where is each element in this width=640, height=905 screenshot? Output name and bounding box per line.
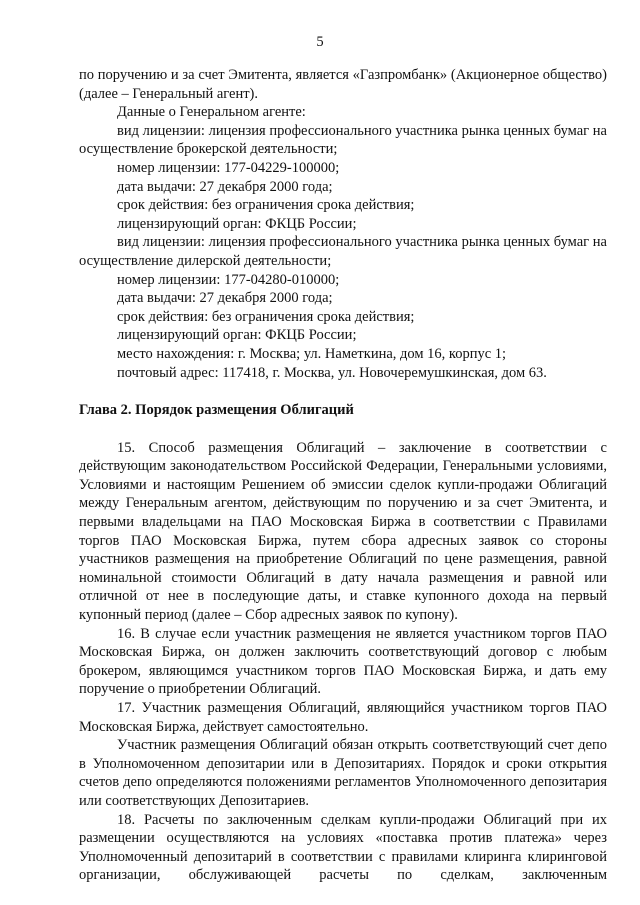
agent-heading: Данные о Генеральном агенте: — [117, 104, 306, 121]
license2-date: дата выдачи: 27 декабря 2000 года; — [117, 290, 333, 307]
chapter-title: Глава 2. Порядок размещения Облигаций — [79, 402, 354, 419]
page-number: 5 — [316, 34, 324, 50]
agent-location: место нахождения: г. Москва; ул. Наметкина, дом 16, корпус 1; — [117, 345, 507, 362]
paragraph-18: 18. Расчеты по заключенным сделкам купли-продажи Облигаций при их размещении осуществляются на условиях «поставка против платежа» через Уполномоченный депозитарий в соответствии с правилами клиринга клиринговой организации, обслуживающей расчеты по сделкам, заключенным — [79, 811, 607, 884]
license1-authority: лицензирующий орган: ФКЦБ России; — [117, 215, 357, 232]
paragraph-17: 17. Участник размещения Облигаций, являющийся участником торгов ПАО Московская Биржа, действует самостоятельно. — [79, 700, 607, 735]
license2-authority: лицензирующий орган: ФКЦБ России; — [117, 327, 357, 344]
document-body — [79, 66, 607, 885]
license2-number: номер лицензии: 177-04280-010000; — [117, 271, 340, 288]
paragraph-15: 15. Способ размещения Облигаций – заключение в соответствии с действующим законодательством Российской Федерации, Генеральными условиями, Условиями и настоящим Решением об эмиссии сделок купли-продажи Облигаций между Генеральным агентом, действующим по поручению и за счет Эмитента, и первыми владельцами на ПАО Московская Биржа в соответствии с Правилами торгов ПАО Московская Биржа, путем сбора адресных заявок со стороны участников размещения на приобретение Облигаций по цене размещения, равной номинальной стоимости Облигаций в дату начала размещения и равной или отличной от нее в последующие даты, и ставке купонного дохода на первый купонный период (далее – Сбор адресных заявок по купону). — [79, 439, 607, 624]
agent-postal-address: почтовый адрес: 117418, г. Москва, ул. Новочеремушкинская, дом 63. — [117, 364, 547, 381]
license1-date: дата выдачи: 27 декабря 2000 года; — [117, 178, 333, 195]
license1-number: номер лицензии: 177-04229-100000; — [117, 159, 340, 176]
paragraph-16: 16. В случае если участник размещения не является участником торгов ПАО Московская Биржа, он должен заключить соответствующий договор с любым брокером, являющимся участником торгов ПАО Московская Биржа, и дать ему поручение о приобретении Облигаций. — [79, 625, 607, 698]
intro-paragraph: по поручению и за счет Эмитента, является «Газпромбанк» (Акционерное общество) (далее – Генеральный агент). — [79, 67, 607, 102]
license1-type: вид лицензии: лицензия профессионального участника рынка ценных бумаг на осуществление брокерской деятельности; — [79, 122, 607, 158]
license1-term: срок действия: без ограничения срока действия; — [117, 197, 415, 214]
paragraph-17-depo: Участник размещения Облигаций обязан открыть соответствующий счет депо в Уполномоченном депозитарии или в Депозитариях. Порядок и сроки открытия счетов депо определяются положениями регламентов Уполномоченного депозитария или соответствующих Депозитариев. — [79, 737, 607, 809]
license2-type: вид лицензии: лицензия профессионального участника рынка ценных бумаг на осуществление дилерской деятельности; — [79, 234, 607, 269]
license2-term: срок действия: без ограничения срока действия; — [117, 308, 415, 325]
